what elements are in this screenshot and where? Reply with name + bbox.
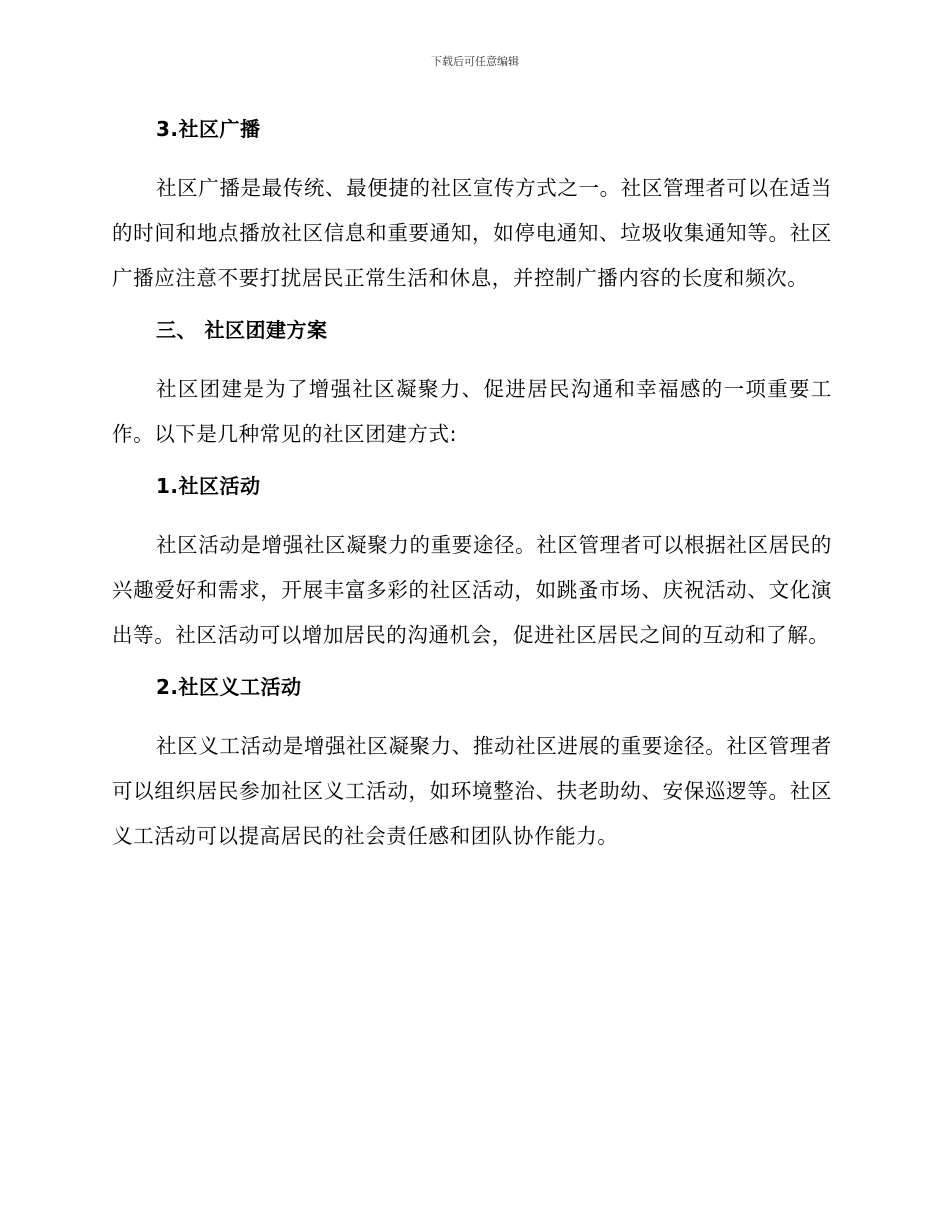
paragraph-team-building: 社区团建是为了增强社区凝聚力、促进居民沟通和幸福感的一项重要工作。以下是几种常见的社区团建方式: [112, 377, 832, 446]
paragraph-volunteer: 社区义工活动是增强社区凝聚力、推动社区进展的重要途径。社区管理者可以组织居民参加社区义工活动，如环境整治、扶老助幼、安保巡逻等。社区义工活动可以提高居民的社会责任感和团队协作能力。 [112, 734, 832, 848]
section-heading-team-building: 三、 社区团建方案 [156, 318, 328, 342]
document-body [112, 112, 832, 871]
section-heading-broadcast: 3.社区广播 [156, 117, 261, 141]
page-header: 下载后可任意编辑 [431, 55, 519, 68]
section-heading-volunteer: 2.社区义工活动 [156, 675, 302, 699]
paragraph-activities: 社区活动是增强社区凝聚力的重要途径。社区管理者可以根据社区居民的兴趣爱好和需求，开展丰富多彩的社区活动，如跳蚤市场、庆祝活动、文化演出等。社区活动可以增加居民的沟通机会，促进社区居民之间的互动和了解。 [112, 533, 832, 647]
paragraph-broadcast: 社区广播是最传统、最便捷的社区宣传方式之一。社区管理者可以在适当的时间和地点播放社区信息和重要通知，如停电通知、垃圾收集通知等。社区广播应注意不要打扰居民正常生活和休息，并控制广播内容的长度和频次。 [112, 176, 832, 290]
section-heading-activities: 1.社区活动 [156, 474, 261, 498]
